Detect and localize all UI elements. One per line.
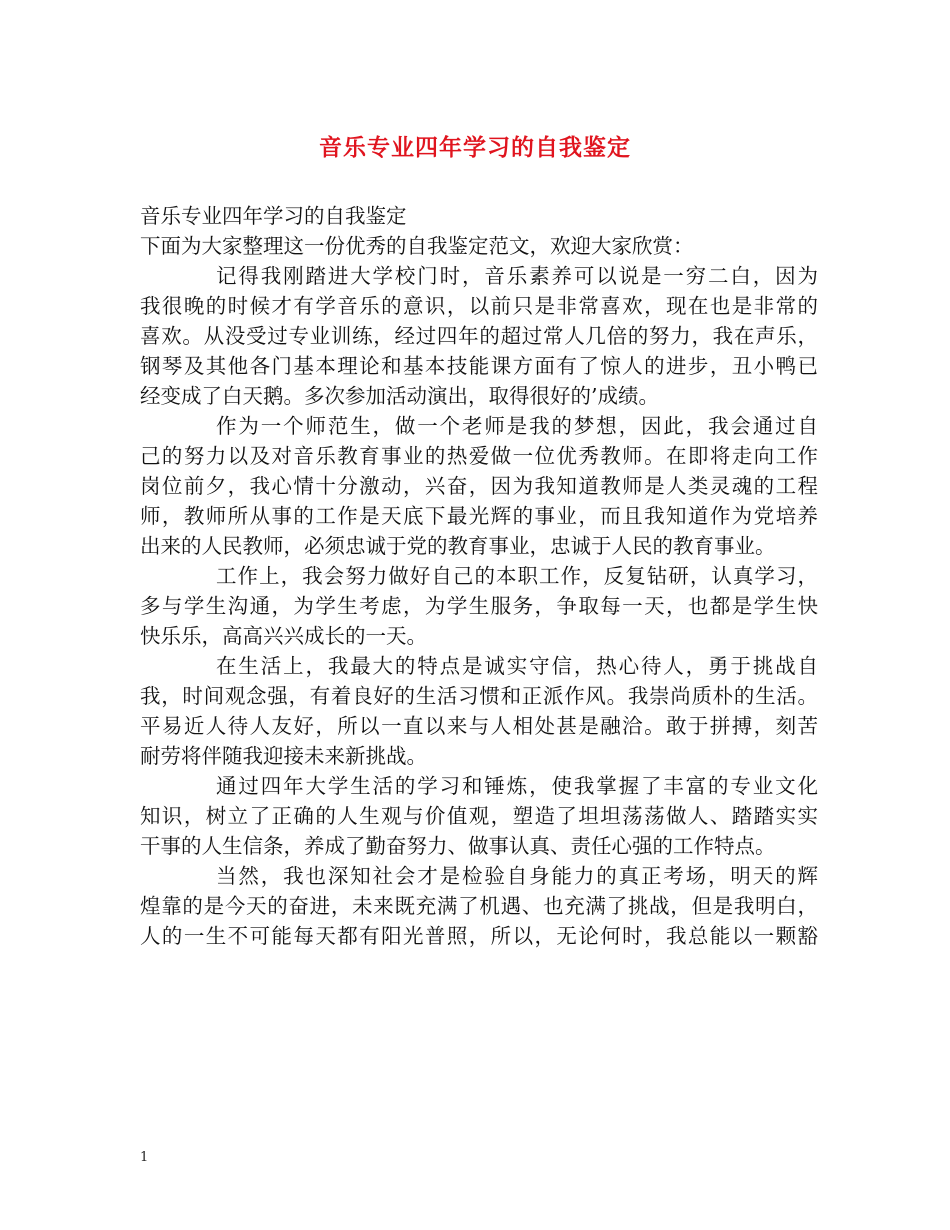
text-line: 钢琴及其他各门基本理论和基本技能课方面有了惊人的进步，丑小鸭已	[140, 354, 818, 378]
text-line: 喜欢。从没受过专业训练，经过四年的超过常人几倍的努力，我在声乐，	[140, 324, 818, 348]
text-line: 音乐专业四年学习的自我鉴定	[140, 204, 407, 228]
text-line: 平易近人待人友好，所以一直以来与人相处甚是融洽。敢于拼搏，刻苦	[140, 714, 818, 738]
text-line: 工作上，我会努力做好自己的本职工作，反复钻研，认真学习，	[216, 564, 818, 588]
document-title: 音乐专业四年学习的自我鉴定	[319, 134, 631, 161]
document-body	[140, 201, 818, 951]
text-line: 己的努力以及对音乐教育事业的热爱做一位优秀教师。在即将走向工作	[140, 444, 818, 468]
text-line: 煌靠的是今天的奋进，未来既充满了机遇、也充满了挑战，但是我明白，	[140, 894, 818, 918]
text-line: 当然，我也深知社会才是检验自身能力的真正考场，明天的辉	[216, 864, 818, 888]
text-line: 我，时间观念强，有着良好的生活习惯和正派作风。我崇尚质朴的生活。	[140, 684, 818, 708]
text-line: 经变成了白天鹅。多次参加活动演出，取得很好的’成绩。	[140, 384, 660, 408]
text-line: 出来的人民教师，必须忠诚于党的教育事业，忠诚于人民的教育事业。	[140, 534, 776, 558]
text-line: 记得我刚踏进大学校门时，音乐素养可以说是一穷二白，因为	[216, 264, 818, 288]
text-line: 干事的人生信条，养成了勤奋努力、做事认真、责任心强的工作特点。	[140, 834, 776, 858]
text-line: 知识，树立了正确的人生观与价值观，塑造了坦坦荡荡做人、踏踏实实	[140, 804, 818, 828]
text-line: 快乐乐，高高兴兴成长的一天。	[140, 624, 427, 648]
text-line: 耐劳将伴随我迎接未来新挑战。	[140, 744, 427, 768]
text-line: 通过四年大学生活的学习和锤炼，使我掌握了丰富的专业文化	[216, 774, 818, 798]
text-line: 下面为大家整理这一份优秀的自我鉴定范文，欢迎大家欣赏：	[140, 234, 694, 258]
text-line: 师，教师所从事的工作是天底下最光辉的事业，而且我知道作为党培养	[140, 504, 818, 528]
text-line: 多与学生沟通，为学生考虑，为学生服务，争取每一天，也都是学生快	[140, 594, 818, 618]
text-line: 作为一个师范生，做一个老师是我的梦想，因此，我会通过自	[216, 414, 818, 438]
text-line: 在生活上，我最大的特点是诚实守信，热心待人，勇于挑战自	[216, 654, 818, 678]
page-number: 1	[140, 1150, 149, 1165]
text-line: 人的一生不可能每天都有阳光普照，所以，无论何时，我总能以一颗豁	[140, 924, 818, 948]
text-line: 岗位前夕，我心情十分激动，兴奋，因为我知道教师是人类灵魂的工程	[140, 474, 818, 498]
text-line: 我很晚的时候才有学音乐的意识，以前只是非常喜欢，现在也是非常的	[140, 294, 818, 318]
